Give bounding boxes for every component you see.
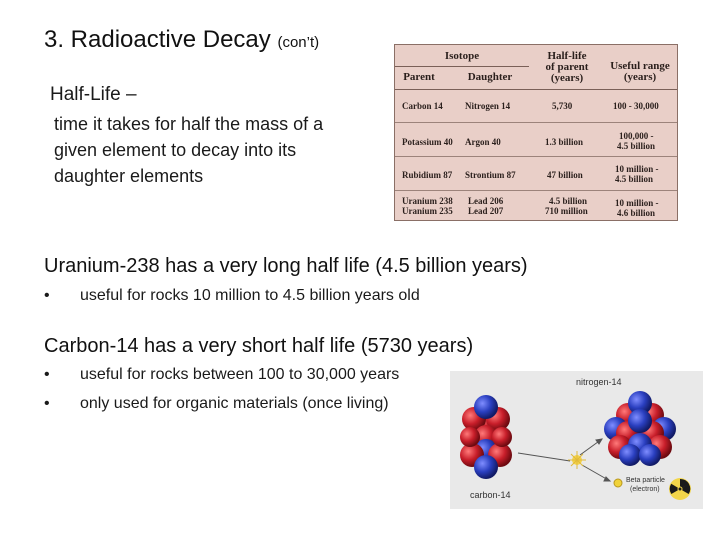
half-life-heading: Half-Life – (50, 84, 137, 105)
cell-range: 4.5 billion (617, 141, 656, 151)
cell-half-life: 47 billion (547, 170, 583, 180)
header-half-life-line3: (years) (550, 72, 584, 84)
bullet-text: useful for rocks between 100 to 30,000 years (80, 366, 400, 383)
carbon-label: carbon-14 (470, 490, 511, 500)
table-row (395, 157, 677, 191)
nitrogen-nucleus (604, 391, 676, 466)
bullet-dot: • (44, 366, 50, 383)
header-parent: Parent (403, 71, 435, 83)
header-half-life-line2: of parent (545, 61, 589, 73)
cell-daughter: Strontium 87 (465, 170, 516, 180)
slide-title-sub: (con’t) (277, 34, 320, 51)
beta-particle-icon (614, 479, 622, 487)
table-row (395, 123, 677, 157)
beta-decay-illustration (450, 371, 703, 509)
header-range-line2: (years) (623, 71, 657, 83)
decay-arrows (518, 439, 610, 481)
cell-parent: Potassium 40 (402, 137, 453, 147)
table-row (395, 90, 677, 123)
cell-range: 100 - 30,000 (613, 101, 659, 111)
cell-daughter: Argon 40 (465, 137, 501, 147)
slide-title (44, 26, 319, 54)
header-isotope: Isotope (444, 50, 480, 62)
bullet-text: useful for rocks 10 million to 4.5 billion years old (80, 287, 420, 304)
cell-range: 4.6 billion (617, 208, 656, 218)
cell-half-life: 4.5 billion (549, 196, 588, 206)
cell-range: 100,000 - (619, 131, 654, 141)
cell-parent: Rubidium 87 (402, 170, 453, 180)
cell-range: 10 million - (615, 198, 659, 208)
header-divider (395, 66, 529, 67)
radiation-icon (667, 478, 693, 500)
isotope-table (394, 44, 678, 221)
table-row (395, 191, 677, 221)
nitrogen-label: nitrogen-14 (576, 377, 622, 387)
header-range-line1: Useful range (610, 60, 670, 72)
cell-half-life: 5,730 (552, 101, 573, 111)
carbon-nucleus (460, 395, 512, 479)
cell-daughter: Lead 207 (468, 206, 504, 216)
cell-parent: Uranium 238 (402, 196, 453, 206)
cell-daughter: Nitrogen 14 (465, 101, 511, 111)
bullet-text: only used for organic materials (once living) (80, 395, 389, 412)
cell-daughter: Lead 206 (468, 196, 504, 206)
beta-decay-diagram (450, 371, 703, 509)
slide-title-main: 3. Radioactive Decay (44, 26, 271, 53)
table-header (395, 45, 677, 90)
cell-parent: Carbon 14 (402, 101, 443, 111)
cell-range: 10 million - (615, 164, 659, 174)
cell-range: 4.5 billion (615, 174, 654, 184)
header-half-life-line1: Half-life (547, 50, 587, 62)
cell-parent: Uranium 235 (402, 206, 453, 216)
beta-sub-label: (electron) (630, 486, 660, 493)
cell-half-life: 710 million (545, 206, 588, 216)
half-life-definition: time it takes for half the mass of a given element to decay into its daughter elements (54, 114, 324, 186)
cell-half-life: 1.3 billion (545, 137, 584, 147)
bullet-dot: • (44, 287, 50, 304)
uranium-statement: Uranium-238 has a very long half life (4.5 billion years) (44, 255, 528, 277)
beta-label: Beta particle (626, 477, 665, 484)
header-daughter: Daughter (467, 71, 513, 83)
bullet-dot: • (44, 395, 50, 412)
carbon-statement: Carbon-14 has a very short half life (5730 years) (44, 335, 474, 357)
